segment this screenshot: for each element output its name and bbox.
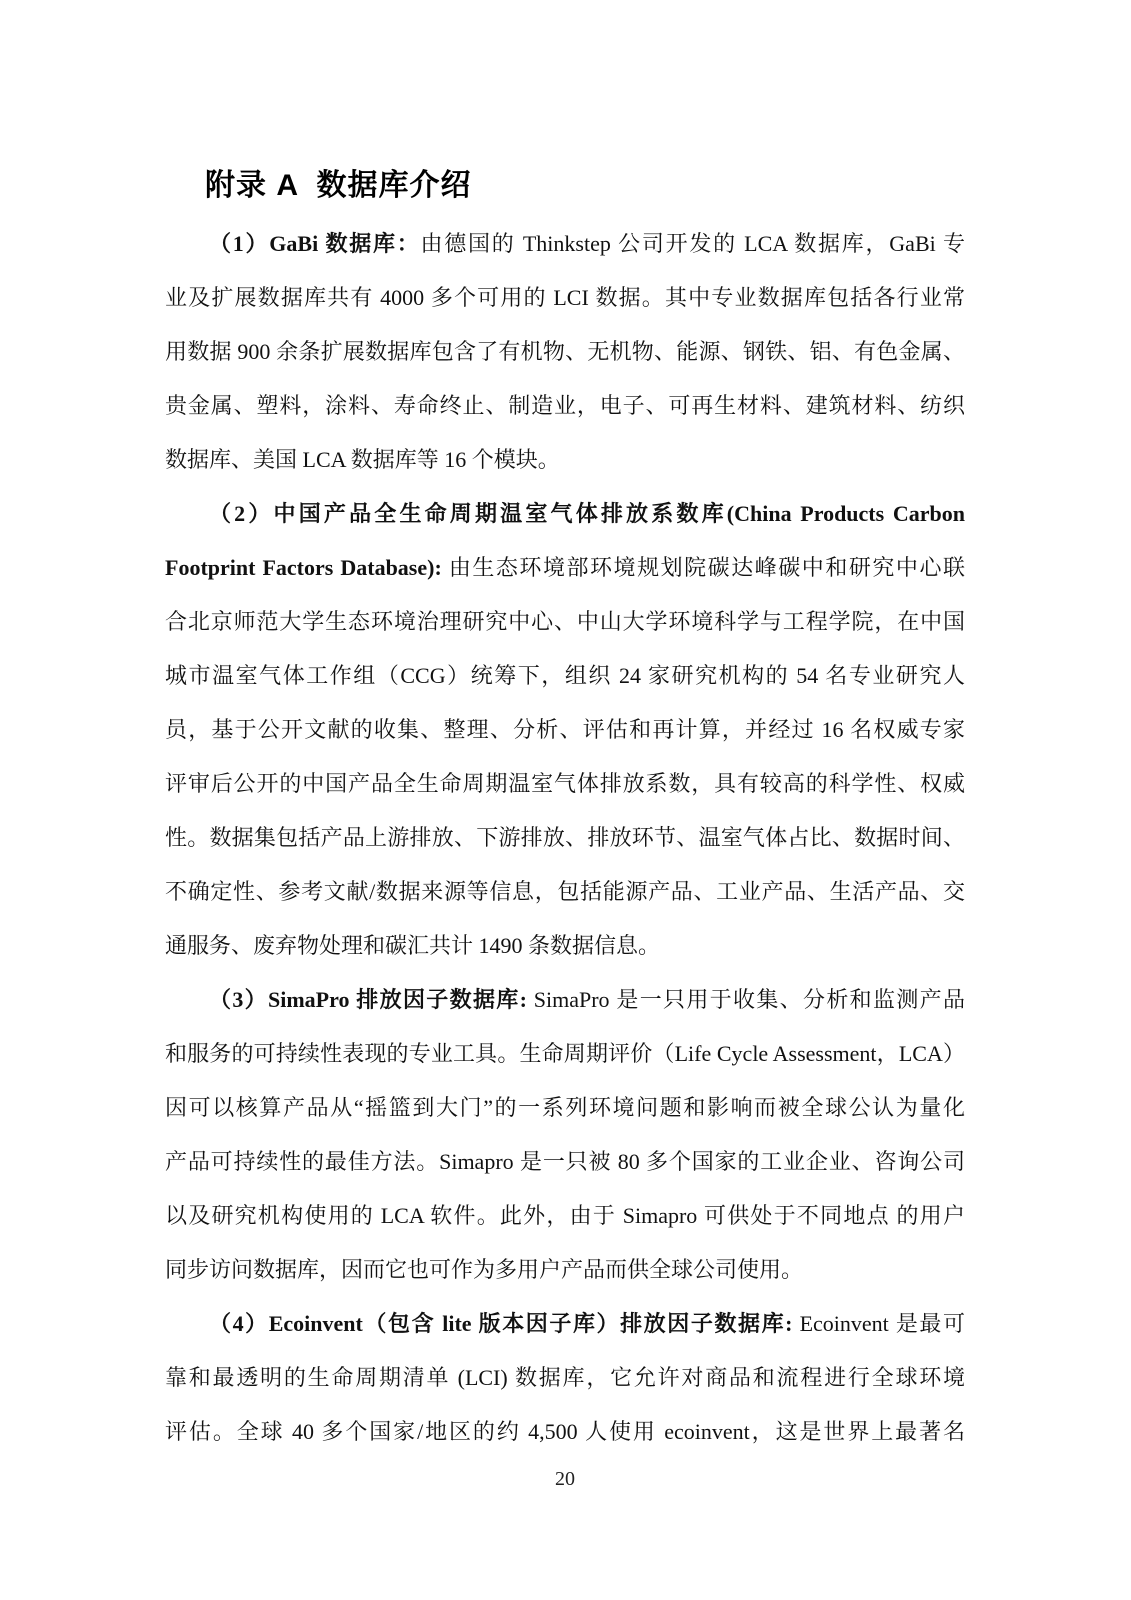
line-text: 靠和最透明的生命周期清单 (LCI) 数据库，它允许对商品和流程进行全球环境 [165, 1365, 965, 1390]
text-line [165, 919, 965, 973]
line-text: 由德国的 Thinkstep 公司开发的 LCA 数据库，GaBi 专 [420, 231, 965, 256]
line-text: 用数据 900 余条扩展数据库包含了有机物、无机物、能源、钢铁、铝、有色金属、 [165, 339, 965, 364]
text-line [165, 595, 965, 649]
text-line [165, 865, 965, 919]
line-text: 产品可持续性的最佳方法。Simapro 是一只被 80 多个国家的工业企业、咨询公司 [165, 1149, 965, 1174]
line-bold: （2）中国产品全生命周期温室气体排放系数库(China Products Carbon [209, 501, 965, 526]
text-line [165, 325, 965, 379]
text-line [165, 757, 965, 811]
text-line [165, 1135, 965, 1189]
line-bold: Footprint Factors Database): [165, 555, 449, 580]
text-line [165, 487, 965, 541]
text-line [165, 1081, 965, 1135]
line-text: 城市温室气体工作组（CCG）统筹下，组织 24 家研究机构的 54 名专业研究人 [165, 663, 965, 688]
line-text: 由生态环境部环境规划院碳达峰碳中和研究中心联 [448, 555, 965, 580]
appendix-title: 附录 A 数据库介绍 [205, 169, 472, 202]
line-text: 数据库、美国 LCA 数据库等 16 个模块。 [165, 447, 560, 472]
text-line [165, 217, 965, 271]
line-text: 和服务的可持续性表现的专业工具。生命周期评价（Life Cycle Assessment，LCA） [165, 1041, 965, 1066]
line-text: 合北京师范大学生态环境治理研究中心、中山大学环境科学与工程学院，在中国 [165, 609, 965, 634]
text-line [165, 973, 965, 1027]
text-line [165, 1297, 965, 1351]
line-bold: （4）Ecoinvent（包含 lite 版本因子库）排放因子数据库: [209, 1311, 800, 1336]
line-text: 不确定性、参考文献/数据来源等信息，包括能源产品、工业产品、生活产品、交 [165, 879, 965, 904]
text-line [165, 271, 965, 325]
line-text: 员，基于公开文献的收集、整理、分析、评估和再计算，并经过 16 名权威专家 [165, 717, 965, 742]
line-text: 同步访问数据库，因而它也可作为多用户产品而供全球公司使用。 [165, 1257, 804, 1282]
line-text: 以及研究机构使用的 LCA 软件。此外，由于 Simapro 可供处于不同地点 的用户 [165, 1203, 965, 1228]
line-text: 贵金属、塑料，涂料、寿命终止、制造业，电子、可再生材料、建筑材料、纺织 [165, 393, 965, 418]
text-line [165, 1027, 965, 1081]
line-bold: （1）GaBi 数据库： [209, 231, 421, 256]
line-text: 业及扩展数据库共有 4000 多个可用的 LCI 数据。其中专业数据库包括各行业常 [165, 285, 965, 310]
line-text: Ecoinvent 是最可 [799, 1311, 965, 1336]
body-text [165, 217, 965, 1459]
line-text: 评审后公开的中国产品全生命周期温室气体排放系数，具有较高的科学性、权威 [165, 771, 965, 796]
text-line [165, 1405, 965, 1459]
text-line [165, 811, 965, 865]
text-line [165, 649, 965, 703]
line-text: 因可以核算产品从“摇篮到大门”的一系列环境问题和影响而被全球公认为量化 [165, 1095, 965, 1120]
line-text: 通服务、废弃物处理和碳汇共计 1490 条数据信息。 [165, 933, 661, 958]
text-line [165, 1351, 965, 1405]
line-bold: （3）SimaPro 排放因子数据库: [209, 987, 534, 1012]
text-line [165, 541, 965, 595]
text-line [165, 1243, 965, 1297]
text-line [165, 703, 965, 757]
line-text: SimaPro 是一只用于收集、分析和监测产品 [533, 987, 965, 1012]
page-number: 20 [555, 1468, 575, 1490]
line-text: 评估。全球 40 多个国家/地区的约 4,500 人使用 ecoinvent，这是世界上最著名 [165, 1419, 965, 1444]
text-line [165, 433, 965, 487]
line-text: 性。数据集包括产品上游排放、下游排放、排放环节、温室气体占比、数据时间、 [165, 825, 965, 850]
text-line [165, 379, 965, 433]
text-line [165, 1189, 965, 1243]
